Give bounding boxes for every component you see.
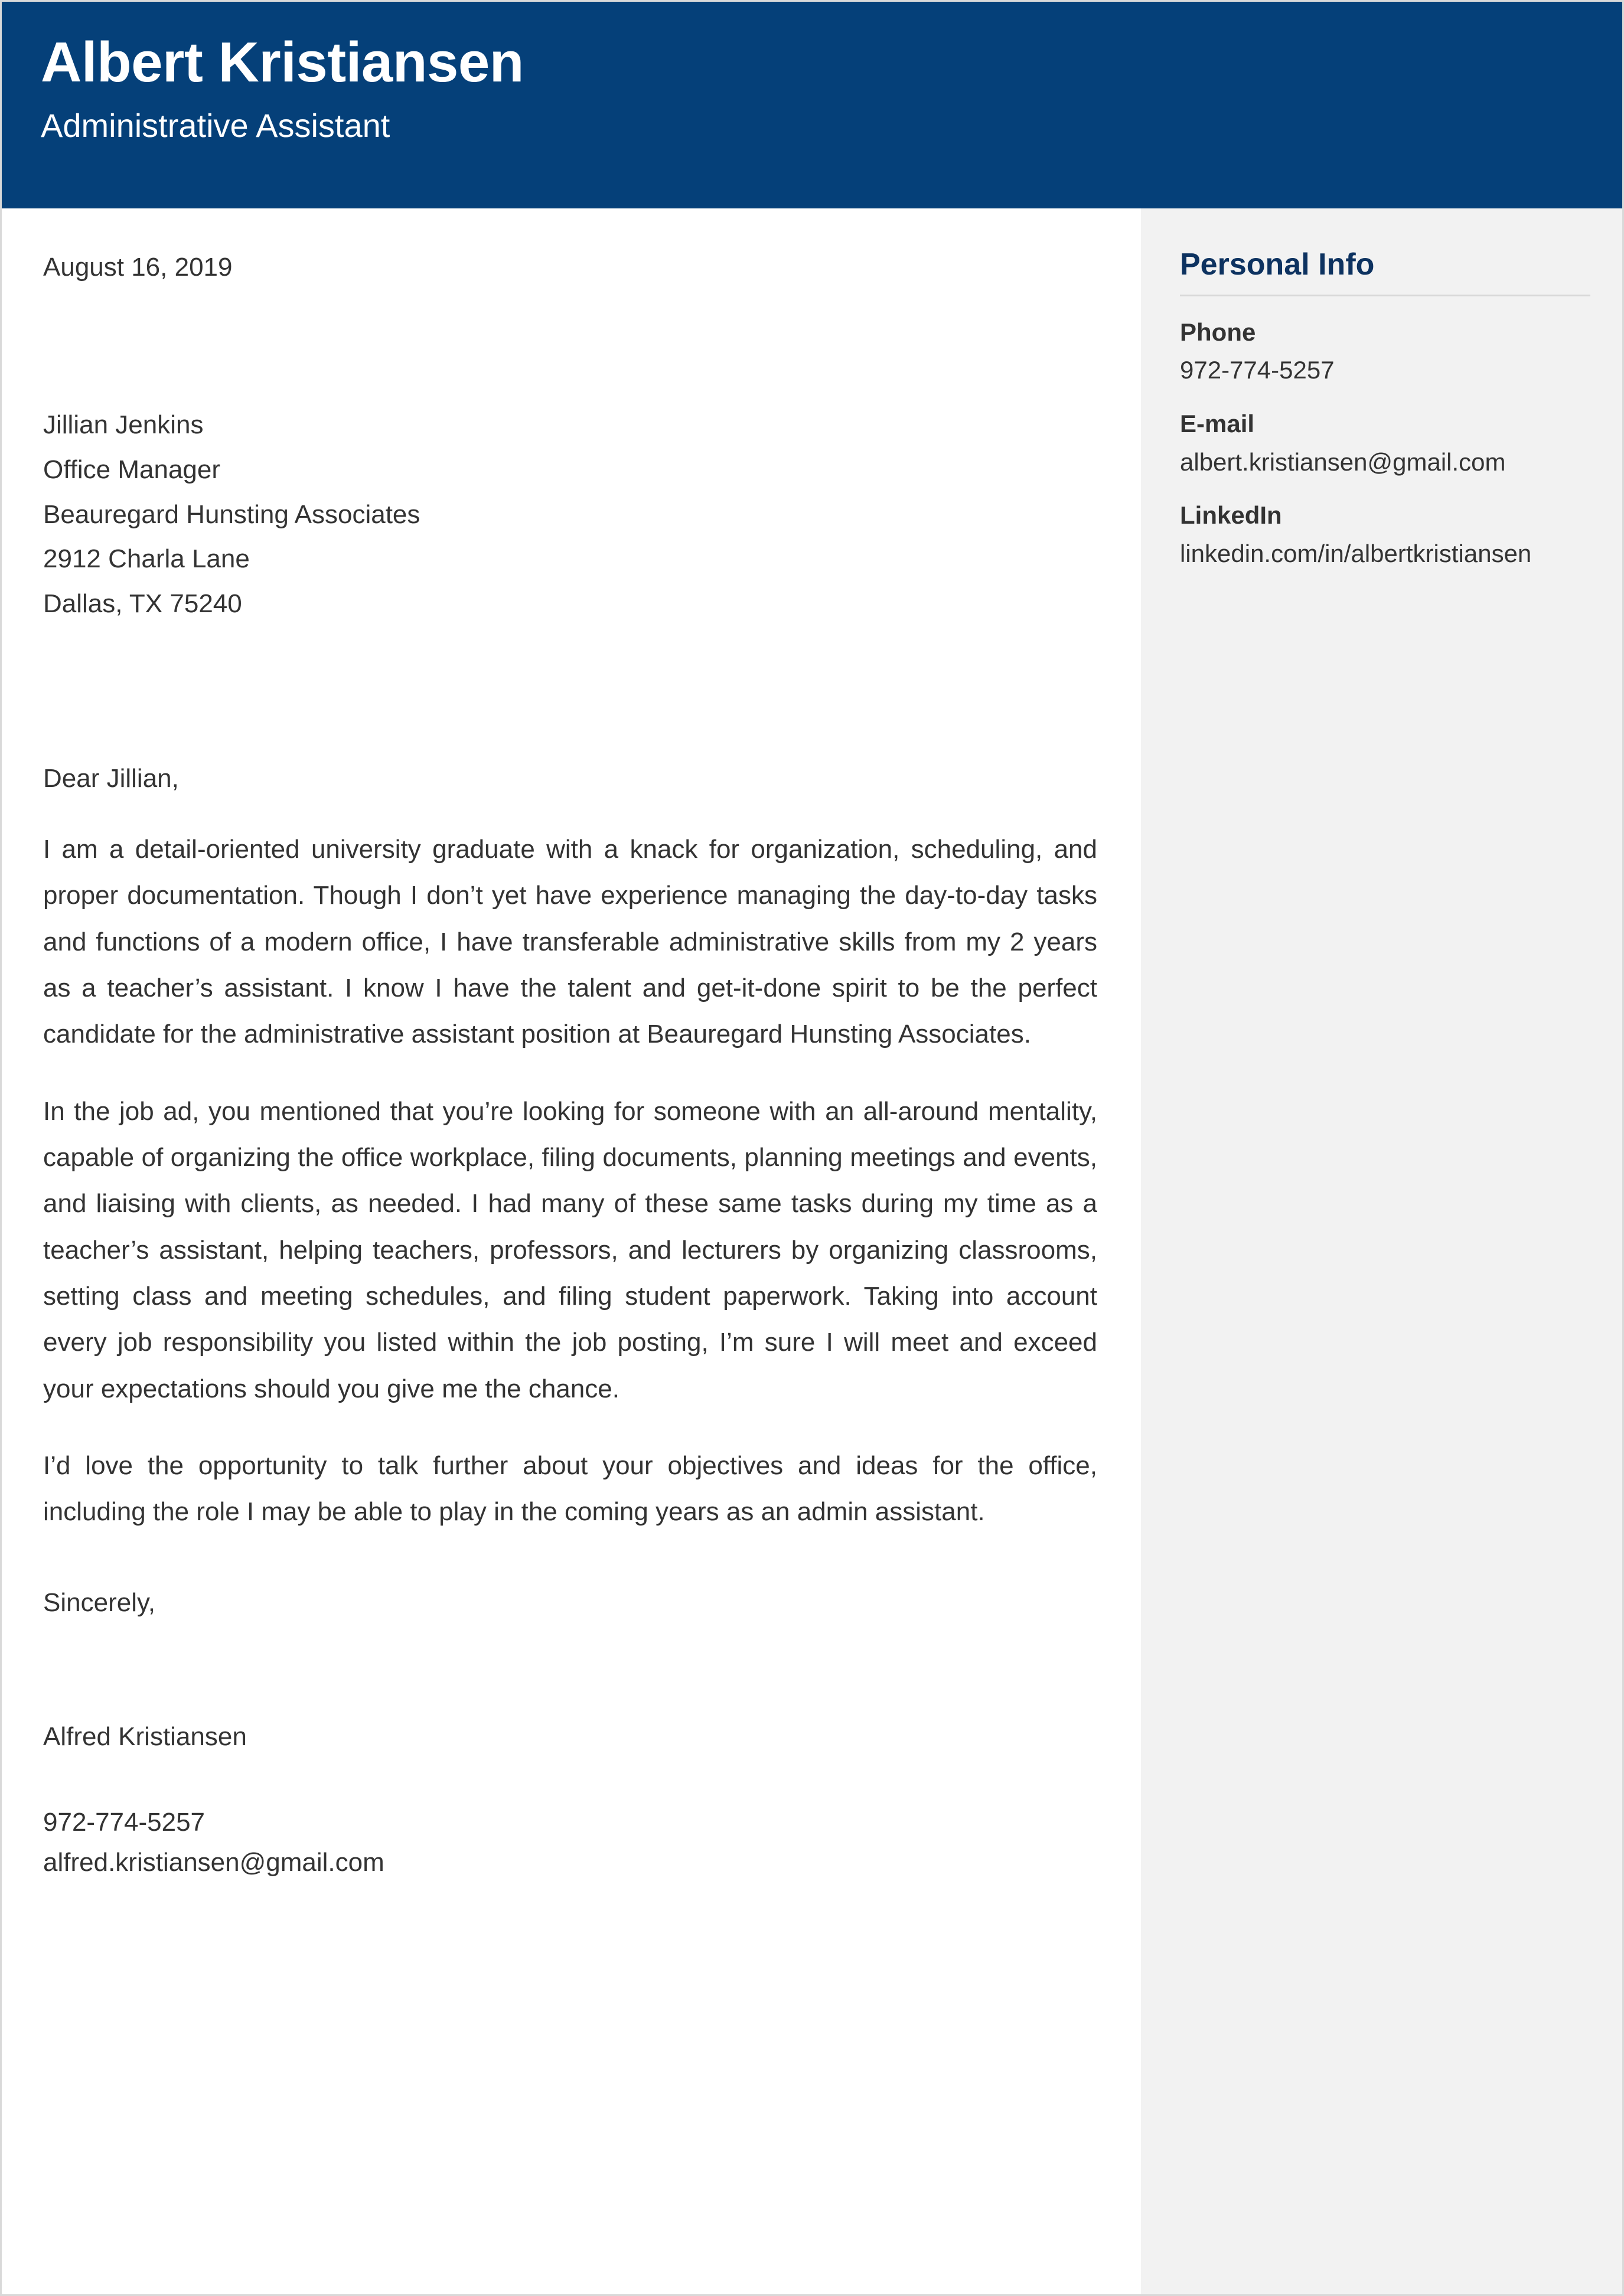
signature-email: alfred.kristiansen@gmail.com (43, 1848, 384, 1877)
info-item-linkedin (1180, 499, 1590, 570)
letter-paragraph: I am a detail-oriented university graduate with a knack for organization, scheduling, and proper documentation. Though I don’t yet have experience managing the day-to-day tasks and functions of a modern office, I have transferable administrative skills from my 2 years as a teacher’s assistant. I know I have the talent and get-it-done spirit to be the perfect candidate for the administrative assistant position at Beauregard Hunsting Associates. (43, 835, 1097, 1049)
info-value-email[interactable]: albert.kristiansen@gmail.com (1180, 448, 1506, 476)
signature-name: Alfred Kristiansen (43, 1722, 247, 1751)
info-value-phone[interactable]: 972-774-5257 (1180, 356, 1335, 384)
letter-paragraph: I’d love the opportunity to talk further about your objectives and ideas for the office, including the role I may be able to play in the coming years as an admin assistant. (43, 1451, 1097, 1527)
letter-date: August 16, 2019 (43, 253, 233, 282)
personal-info-sidebar (1141, 208, 1624, 2296)
info-item-email (1180, 408, 1590, 478)
recipient-address-block (43, 403, 1097, 626)
applicant-job-title: Administrative Assistant (41, 106, 390, 144)
info-label-phone: Phone (1180, 318, 1256, 346)
heading-divider (1180, 295, 1590, 296)
recipient-city-state-zip: Dallas, TX 75240 (43, 589, 242, 619)
info-value-linkedin[interactable]: linkedin.com/in/albertkristiansen (1180, 539, 1532, 567)
info-item-phone (1180, 316, 1590, 387)
closing-line: Sincerely, (43, 1588, 155, 1617)
letter-body-column (2, 208, 1141, 2296)
signature-phone: 972-774-5257 (43, 1808, 206, 1837)
applicant-name: Albert Kristiansen (41, 31, 524, 94)
info-label-linkedin: LinkedIn (1180, 501, 1282, 530)
letter-header (2, 2, 1624, 208)
recipient-street: 2912 Charla Lane (43, 544, 250, 574)
personal-info-heading: Personal Info (1180, 247, 1375, 282)
letter-paragraph: In the job ad, you mentioned that you’re looking for someone with an all-around mentality, capable of organizing the office workplace, filing documents, planning meetings and events, and liaising with clients, as needed. I had many of these same tasks during my time as a teacher’s assistant, helping teachers, professors, and lecturers by organizing classrooms, setting class and meeting schedules, and filing student paperwork. Taking into account every job responsibility you listed within the job posting, I’m sure I will meet and exceed your expectations should you give me the chance. (43, 1096, 1097, 1403)
info-label-email: E-mail (1180, 409, 1255, 437)
recipient-company: Beauregard Hunsting Associates (43, 499, 420, 529)
salutation: Dear Jillian, (43, 763, 179, 793)
recipient-title: Office Manager (43, 455, 221, 485)
signature-contact-block (43, 1802, 1097, 1883)
recipient-name: Jillian Jenkins (43, 410, 204, 440)
